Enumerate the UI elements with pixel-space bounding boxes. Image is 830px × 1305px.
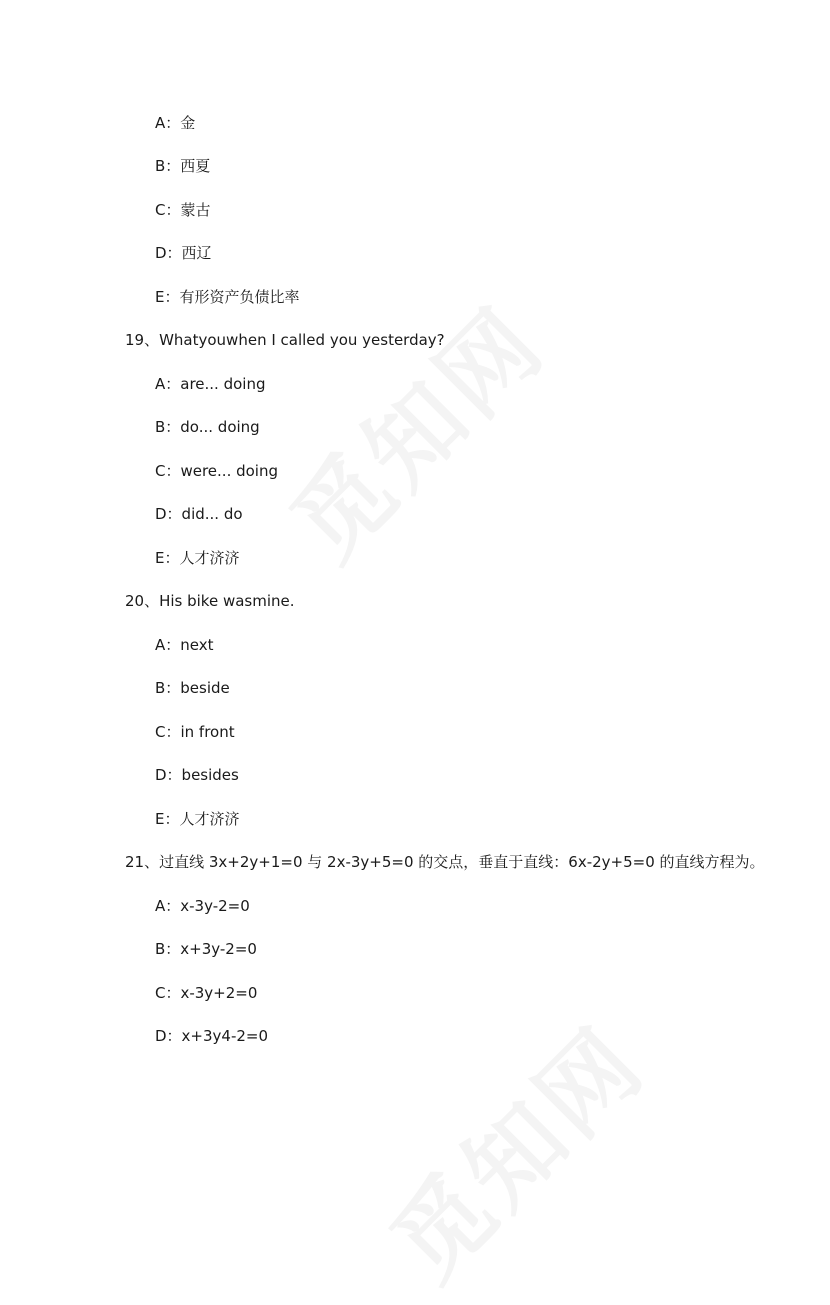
option-line: C：蒙古: [155, 201, 211, 219]
option-line: C：were... doing: [155, 462, 279, 480]
option-line: A：金: [155, 114, 196, 132]
option-line: D：西辽: [155, 244, 212, 262]
option-line: D：besides: [155, 766, 239, 784]
watermark: [356, 992, 669, 1305]
option-line: C：in front: [155, 723, 235, 741]
option-line: A：next: [155, 636, 214, 654]
question-19: 19、Whatyouwhen I called you yesterday?: [125, 331, 445, 349]
option-line: B：beside: [155, 679, 230, 697]
option-line: D：x+3y4-2=0: [155, 1027, 269, 1045]
option-line: B：西夏: [155, 157, 211, 175]
question-21: 21、过直线 3x+2y+1=0 与 2x-3y+5=0 的交点，垂直于直线：6x-2y+5=0 的直线方程为。: [125, 853, 765, 871]
option-line: E：人才济济: [155, 810, 240, 828]
option-line: B：x+3y-2=0: [155, 940, 257, 958]
option-line: E：有形资产负债比率: [155, 288, 300, 306]
option-line: B：do... doing: [155, 418, 260, 436]
option-line: C：x-3y+2=0: [155, 984, 258, 1002]
option-line: E：人才济济: [155, 549, 240, 567]
question-20: 20、His bike wasmine.: [125, 592, 295, 610]
watermark: [256, 272, 569, 585]
option-line: D：did... do: [155, 505, 243, 523]
option-line: A：are... doing: [155, 375, 266, 393]
option-line: A：x-3y-2=0: [155, 897, 250, 915]
